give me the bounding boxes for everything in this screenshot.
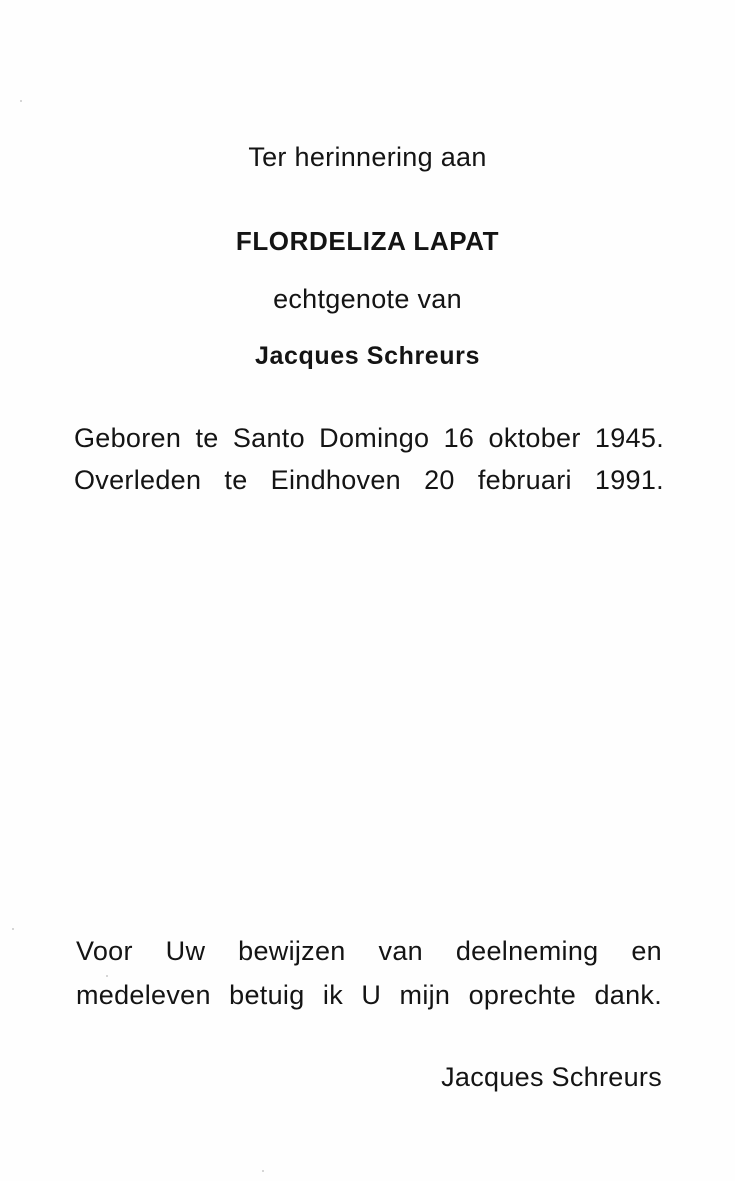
paper-speck (106, 975, 108, 977)
death-line: Overleden te Eindhoven 20 februari 1991. (74, 465, 664, 495)
relation-text: echtgenote van (273, 284, 462, 314)
paper-speck (262, 1170, 264, 1172)
intro-text: Ter herinnering aan (248, 142, 487, 172)
paper-speck (20, 100, 22, 102)
paper-speck (12, 928, 14, 930)
thanks-line-2: medeleven betuig ik U mijn oprechte dank. (76, 980, 662, 1010)
spouse-name: Jacques Schreurs (255, 342, 480, 370)
birth-line: Geboren te Santo Domingo 16 oktober 1945. (74, 423, 664, 453)
thanks-line-1: Voor Uw bewijzen van deelneming en (76, 936, 662, 966)
deceased-name: FLORDELIZA LAPAT (235, 226, 500, 256)
signature: Jacques Schreurs (441, 1062, 662, 1092)
